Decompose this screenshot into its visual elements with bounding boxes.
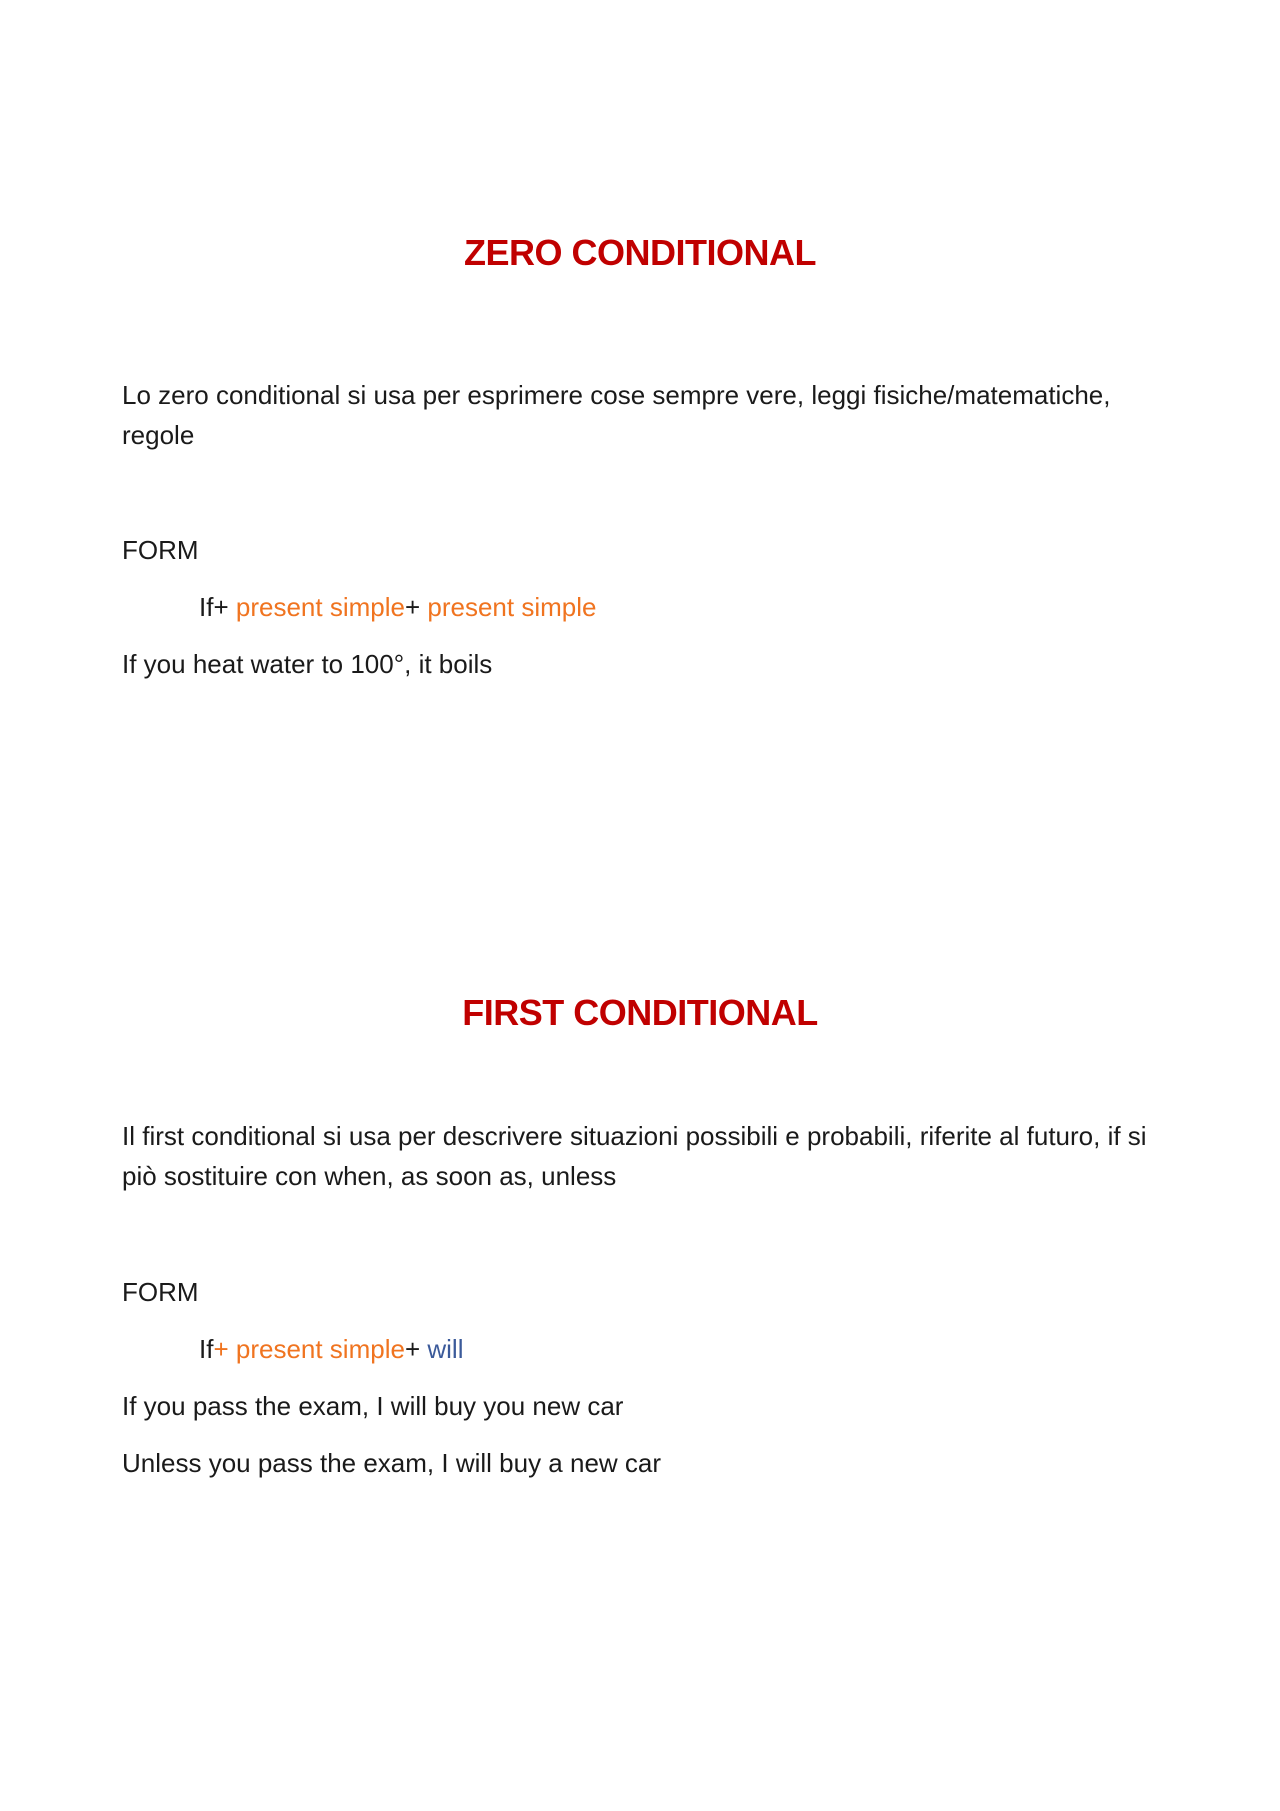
first-formula-part1: + present simple: [213, 1334, 405, 1364]
first-example-2: Unless you pass the exam, I will buy a new car: [122, 1448, 662, 1478]
zero-example: If you heat water to 100°, it boils: [122, 649, 493, 679]
first-conditional-title: FIRST CONDITIONAL: [462, 992, 818, 1033]
first-formula-plus2: +: [404, 1334, 428, 1364]
first-formula-if: If: [199, 1334, 214, 1364]
first-formula-part2: will: [427, 1334, 464, 1364]
zero-conditional-title: ZERO CONDITIONAL: [464, 232, 816, 273]
zero-formula-part1: present simple: [235, 592, 405, 622]
first-formula: [199, 1329, 463, 1369]
first-conditional-description: Il first conditional si usa per descrivere situazioni possibili e probabili, riferite al futuro, if si piò sostituire con when, as soon as, unless: [122, 1121, 1147, 1191]
first-form-label: FORM: [122, 1277, 199, 1307]
first-example-1: If you pass the exam, I will buy you new car: [122, 1391, 624, 1421]
zero-formula-plus2: +: [404, 592, 428, 622]
zero-form-label: FORM: [122, 535, 199, 565]
zero-formula-if: If: [199, 592, 214, 622]
zero-formula-plus1: +: [213, 592, 236, 622]
zero-conditional-description: Lo zero conditional si usa per esprimere cose sempre vere, leggi fisiche/matematiche, regole: [122, 380, 1111, 450]
zero-formula-part2: present simple: [427, 592, 597, 622]
zero-formula: [199, 587, 596, 627]
